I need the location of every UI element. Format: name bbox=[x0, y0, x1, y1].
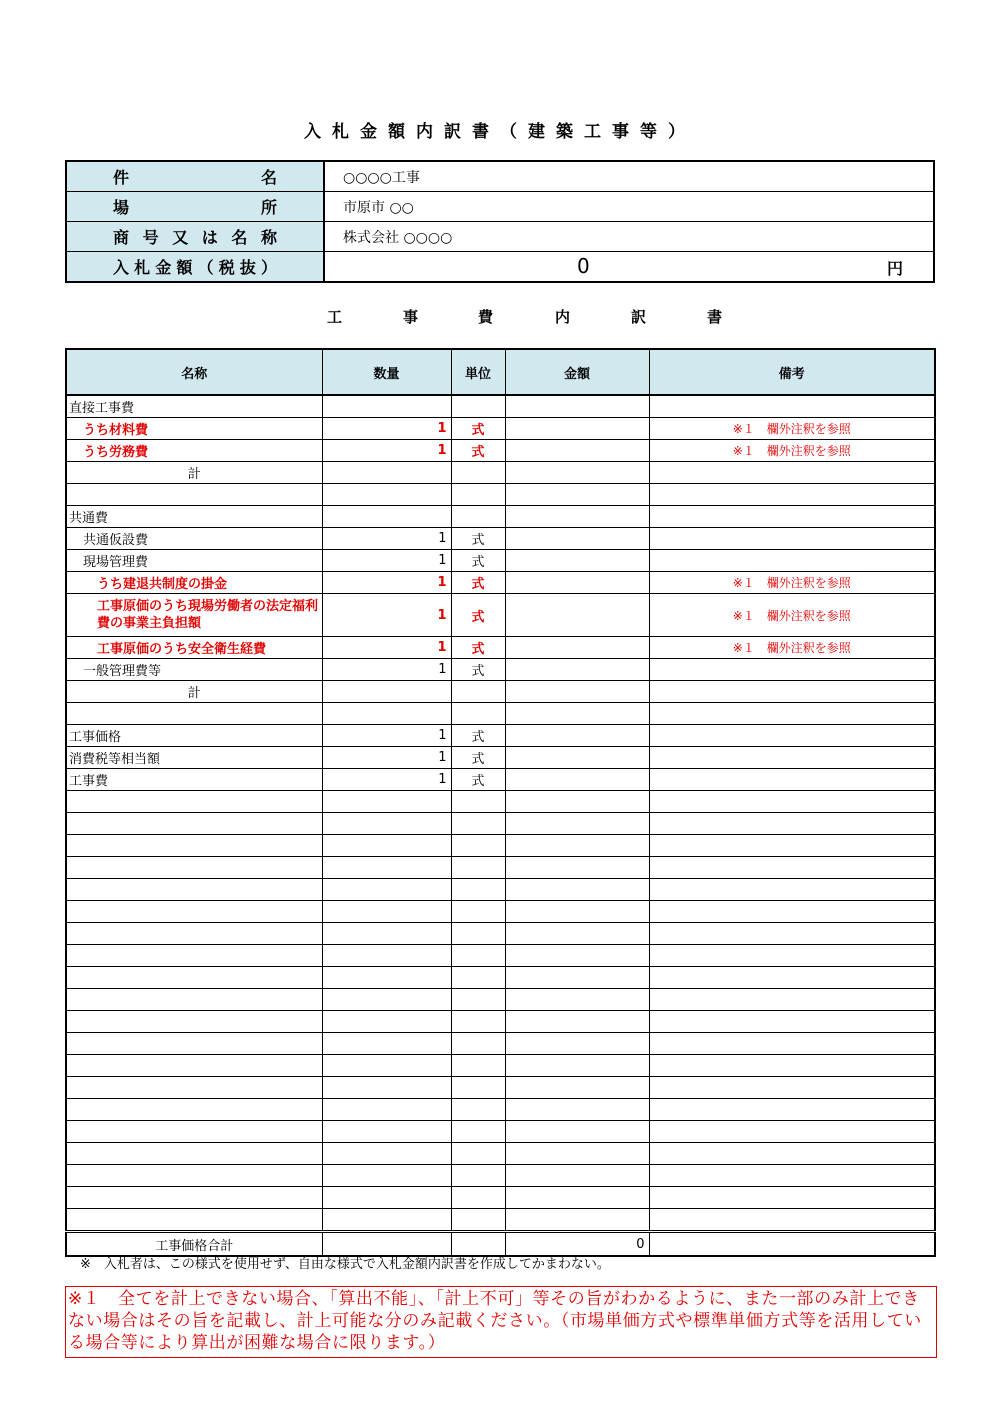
cell-unit bbox=[451, 681, 505, 703]
cell-amount bbox=[505, 594, 649, 637]
cell-unit bbox=[451, 703, 505, 725]
info-label: 場所 bbox=[113, 198, 277, 217]
cell-quantity: 1 bbox=[322, 659, 451, 681]
empty-row bbox=[66, 879, 935, 901]
annotation-note: ※１ 全てを計上できない場合、「算出不能」、「計上不可」等その旨がわかるように、また一部のみ計上できない場合はその旨を記載し、計上可能な分のみ記載ください。（市場単価方式や標準単価方式等を活用している場合等により算出が困難な場合に限ります。） bbox=[65, 1286, 937, 1358]
cell-name bbox=[66, 484, 322, 506]
cell-remarks: ※１ 欄外注釈を参照 bbox=[649, 440, 935, 462]
cell-quantity bbox=[322, 462, 451, 484]
empty-row bbox=[66, 813, 935, 835]
table-row bbox=[66, 395, 935, 418]
document-title: 入札金額内訳書（建築工事等） bbox=[304, 122, 696, 142]
cell-name: 現場管理費 bbox=[66, 550, 322, 572]
empty-row bbox=[66, 1187, 935, 1209]
empty-row bbox=[66, 989, 935, 1011]
cell-amount bbox=[505, 703, 649, 725]
cell-name: 共通仮設費 bbox=[66, 528, 322, 550]
cell-unit: 式 bbox=[451, 594, 505, 637]
cell-unit: 式 bbox=[451, 659, 505, 681]
cell-remarks bbox=[649, 659, 935, 681]
section-title-char: 事 bbox=[403, 308, 419, 326]
cell-remarks bbox=[649, 395, 935, 418]
info-row-bid-amount bbox=[66, 252, 934, 283]
info-label: 件名 bbox=[113, 168, 277, 187]
cell-name: 一般管理費等 bbox=[66, 659, 322, 681]
footnote: ※ 入札者は、この様式を使用せず、自由な様式で入札金額内訳書を作成してかまわない。 bbox=[80, 1257, 610, 1272]
cell-quantity bbox=[322, 506, 451, 528]
cell-unit bbox=[451, 462, 505, 484]
cell-name: 共通費 bbox=[66, 506, 322, 528]
cell-name: うち建退共制度の掛金 bbox=[66, 572, 322, 594]
cell-remarks bbox=[649, 725, 935, 747]
empty-row bbox=[66, 923, 935, 945]
cell-remarks bbox=[649, 769, 935, 791]
empty-row bbox=[66, 901, 935, 923]
cell-name: うち材料費 bbox=[66, 418, 322, 440]
cell-amount bbox=[505, 484, 649, 506]
cell-amount bbox=[505, 769, 649, 791]
info-row-location bbox=[66, 192, 934, 222]
cell-amount bbox=[505, 418, 649, 440]
empty-row bbox=[66, 857, 935, 879]
header-amount: 金額 bbox=[505, 349, 649, 395]
cell-remarks: ※１ 欄外注釈を参照 bbox=[649, 594, 935, 637]
table-row bbox=[66, 550, 935, 572]
info-value: 市原市 ○○ bbox=[324, 192, 934, 222]
empty-row bbox=[66, 791, 935, 813]
table-row bbox=[66, 418, 935, 440]
table-row bbox=[66, 572, 935, 594]
detail-table bbox=[65, 348, 936, 1257]
empty-row bbox=[66, 1077, 935, 1099]
info-row-project bbox=[66, 161, 934, 192]
total-label: 工事価格合計 bbox=[66, 1232, 322, 1257]
section-title-char: 書 bbox=[707, 308, 723, 326]
cell-quantity: 1 bbox=[322, 725, 451, 747]
cell-amount bbox=[505, 572, 649, 594]
cell-remarks: ※１ 欄外注釈を参照 bbox=[649, 637, 935, 659]
cell-remarks bbox=[649, 484, 935, 506]
cell-quantity bbox=[322, 681, 451, 703]
cell-quantity: 1 bbox=[322, 550, 451, 572]
cell-unit: 式 bbox=[451, 418, 505, 440]
info-value: 株式会社 ○○○○ bbox=[324, 222, 934, 252]
cell-name: うち労務費 bbox=[66, 440, 322, 462]
cell-quantity bbox=[322, 703, 451, 725]
empty-row bbox=[66, 1143, 935, 1165]
cell-name: 直接工事費 bbox=[66, 395, 322, 418]
cell-quantity: 1 bbox=[322, 637, 451, 659]
cell-quantity bbox=[322, 395, 451, 418]
empty-row bbox=[66, 945, 935, 967]
info-table bbox=[65, 160, 935, 283]
cell-amount bbox=[505, 528, 649, 550]
cell-unit: 式 bbox=[451, 725, 505, 747]
cell-amount bbox=[505, 637, 649, 659]
header-quantity: 数量 bbox=[322, 349, 451, 395]
cell-unit: 式 bbox=[451, 747, 505, 769]
table-row bbox=[66, 659, 935, 681]
cell-name: 消費税等相当額 bbox=[66, 747, 322, 769]
cell-name: 計 bbox=[66, 462, 322, 484]
cell-amount bbox=[505, 462, 649, 484]
cell-unit bbox=[451, 506, 505, 528]
info-value: ○○○○工事 bbox=[324, 161, 934, 192]
table-row bbox=[66, 725, 935, 747]
table-row bbox=[66, 506, 935, 528]
cell-amount bbox=[505, 747, 649, 769]
cell-quantity: 1 bbox=[322, 572, 451, 594]
cell-quantity: 1 bbox=[322, 747, 451, 769]
bid-amount-value: 0 bbox=[577, 254, 590, 278]
table-row bbox=[66, 440, 935, 462]
cell-amount bbox=[505, 440, 649, 462]
empty-row bbox=[66, 1011, 935, 1033]
cell-remarks bbox=[649, 703, 935, 725]
cell-name: 工事原価のうち現場労働者の法定福利費の事業主負担額 bbox=[66, 594, 322, 637]
info-label: 商号又は名称 bbox=[113, 228, 277, 247]
cell-remarks bbox=[649, 528, 935, 550]
cell-unit: 式 bbox=[451, 769, 505, 791]
empty-row bbox=[66, 1055, 935, 1077]
table-row bbox=[66, 681, 935, 703]
table-row bbox=[66, 462, 935, 484]
section-title-char: 工 bbox=[327, 308, 343, 326]
empty-row bbox=[66, 1033, 935, 1055]
table-row bbox=[66, 769, 935, 791]
empty-row bbox=[66, 1165, 935, 1187]
cell-name: 計 bbox=[66, 681, 322, 703]
cell-quantity: 1 bbox=[322, 769, 451, 791]
empty-row bbox=[66, 1209, 935, 1232]
table-row bbox=[66, 594, 935, 637]
section-title-char: 訳 bbox=[631, 308, 647, 326]
cell-amount bbox=[505, 659, 649, 681]
bid-amount-label: 入札金額（税抜） bbox=[113, 258, 277, 277]
empty-row bbox=[66, 1099, 935, 1121]
cell-remarks bbox=[649, 550, 935, 572]
cell-remarks bbox=[649, 747, 935, 769]
cell-unit bbox=[451, 484, 505, 506]
table-row bbox=[66, 703, 935, 725]
cell-unit: 式 bbox=[451, 637, 505, 659]
table-row bbox=[66, 747, 935, 769]
cell-amount bbox=[505, 725, 649, 747]
empty-row bbox=[66, 835, 935, 857]
cell-quantity: 1 bbox=[322, 528, 451, 550]
table-row bbox=[66, 484, 935, 506]
cell-remarks: ※１ 欄外注釈を参照 bbox=[649, 572, 935, 594]
cell-unit bbox=[451, 395, 505, 418]
cell-amount bbox=[505, 550, 649, 572]
cell-name: 工事価格 bbox=[66, 725, 322, 747]
table-row bbox=[66, 637, 935, 659]
cell-amount bbox=[505, 681, 649, 703]
bid-amount-unit: 円 bbox=[886, 259, 903, 278]
section-title-char: 費 bbox=[478, 308, 494, 326]
total-value: 0 bbox=[505, 1232, 649, 1257]
header-remarks: 備考 bbox=[649, 349, 935, 395]
cell-unit: 式 bbox=[451, 572, 505, 594]
header-name: 名称 bbox=[66, 349, 322, 395]
cell-amount bbox=[505, 506, 649, 528]
empty-row bbox=[66, 1121, 935, 1143]
section-title-char: 内 bbox=[555, 308, 571, 326]
cell-amount bbox=[505, 395, 649, 418]
cell-quantity: 1 bbox=[322, 594, 451, 637]
cell-name bbox=[66, 703, 322, 725]
info-row-company bbox=[66, 222, 934, 252]
cell-name: 工事原価のうち安全衛生経費 bbox=[66, 637, 322, 659]
cell-remarks: ※１ 欄外注釈を参照 bbox=[649, 418, 935, 440]
table-header-row bbox=[66, 349, 935, 395]
cell-remarks bbox=[649, 462, 935, 484]
cell-quantity bbox=[322, 484, 451, 506]
cell-quantity: 1 bbox=[322, 440, 451, 462]
cell-unit: 式 bbox=[451, 528, 505, 550]
cell-unit: 式 bbox=[451, 550, 505, 572]
empty-row bbox=[66, 967, 935, 989]
header-unit: 単位 bbox=[451, 349, 505, 395]
cell-quantity: 1 bbox=[322, 418, 451, 440]
cell-unit: 式 bbox=[451, 440, 505, 462]
cell-name: 工事費 bbox=[66, 769, 322, 791]
cell-remarks bbox=[649, 681, 935, 703]
table-row bbox=[66, 528, 935, 550]
cell-remarks bbox=[649, 506, 935, 528]
